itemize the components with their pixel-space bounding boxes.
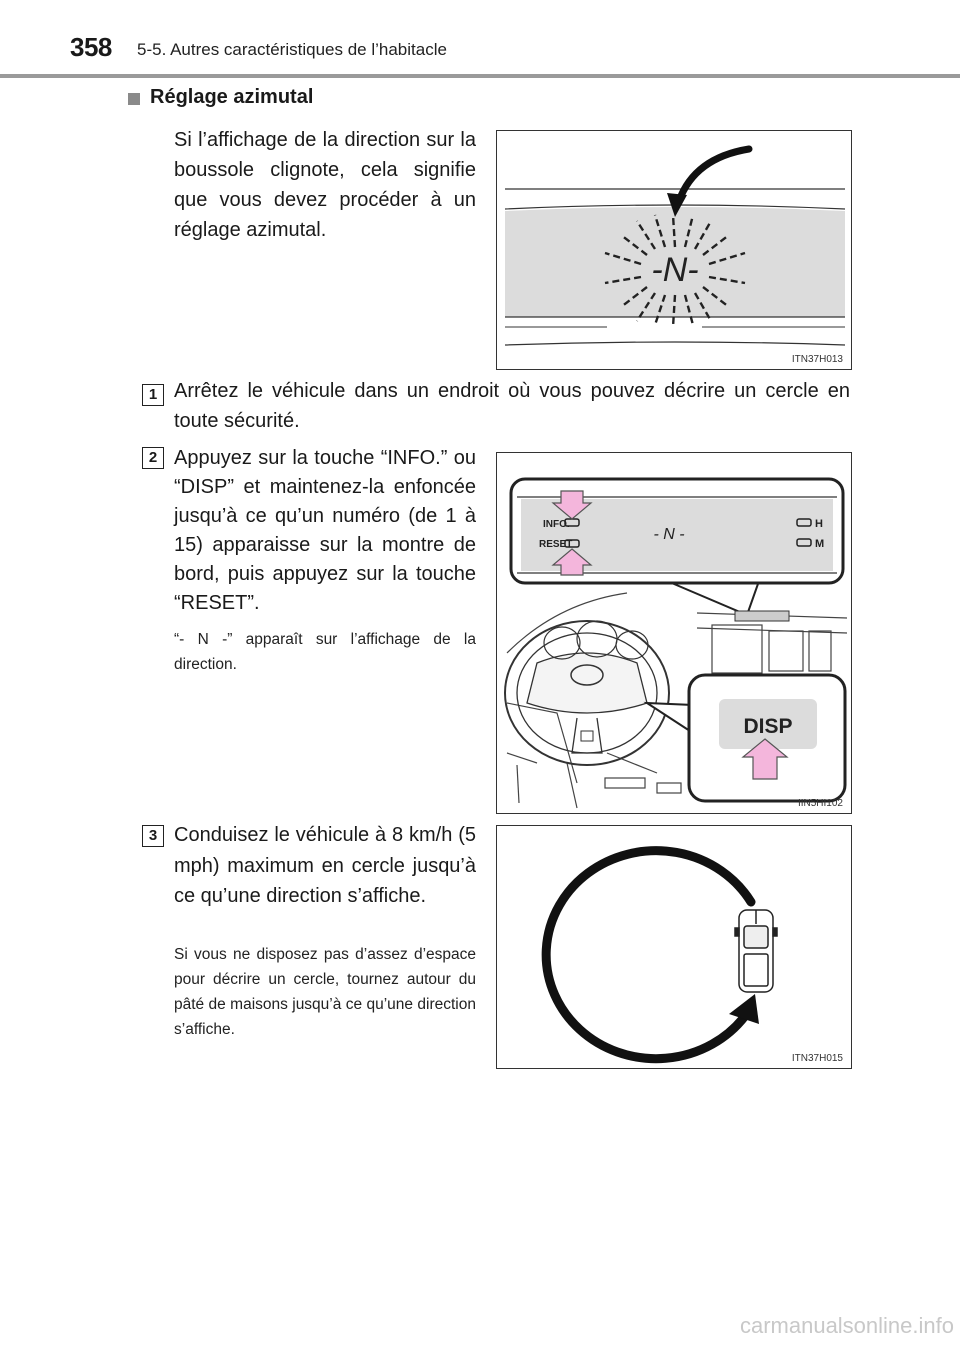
compass-display-text: - N - <box>653 526 685 543</box>
figure-compass-blinking <box>496 130 852 370</box>
step-number: 3 <box>142 825 164 847</box>
reset-button-label: RESET <box>539 539 573 550</box>
section-header: 5-5. Autres caractéristiques de l’habitacle <box>137 40 447 59</box>
m-button-label: M <box>815 538 825 550</box>
figure-code: IIN5HI102 <box>797 798 843 809</box>
figure-code: ITN37H013 <box>791 354 843 365</box>
intro-paragraph: Si l’affichage de la direction sur la boussole clignote, cela signifie que vous devez procéder à un réglage azimutal. <box>174 129 476 241</box>
step-text: Conduisez le véhicule à 8 km/h (5 mph) maximum en cercle jusqu’à ce qu’une direction s’affiche. <box>174 824 476 907</box>
info-button-label: INFO. <box>543 519 570 530</box>
section-bullet-icon <box>128 93 140 105</box>
watermark: carmanualsonline.info <box>739 1313 954 1338</box>
step-text: Arrêtez le véhicule dans un endroit où vous pouvez décrire un cercle en toute sécurité. <box>174 380 850 432</box>
step-number: 2 <box>142 447 164 469</box>
step-note: Si vous ne disposez pas d’assez d’espace pour décrire un cercle, tournez autour du pâté de maisons jusqu’à ce qu’une direction s’affiche. <box>174 946 476 1038</box>
step-text: Appuyez sur la touche “INFO.” ou “DISP” et maintenez-la enfoncée jusqu’à ce qu’un numéro (de 1 à 15) apparaisse sur la montre de bord, puis appuyez sur la touche “RESET”. <box>174 447 476 614</box>
header-divider <box>0 74 960 78</box>
figure-code: ITN37H015 <box>791 1053 843 1064</box>
compass-display-text: -N- <box>651 251 699 289</box>
figure-dashboard-buttons <box>496 452 852 814</box>
disp-button-label: DISP <box>743 715 793 738</box>
h-button-label: H <box>815 518 823 530</box>
step-note: “- N -” apparaît sur l’affichage de la direction. <box>174 631 476 673</box>
step-number: 1 <box>142 384 164 406</box>
figure-drive-circle <box>496 825 852 1069</box>
section-title: Réglage azimutal <box>150 86 314 108</box>
page-number: 358 <box>70 32 112 62</box>
